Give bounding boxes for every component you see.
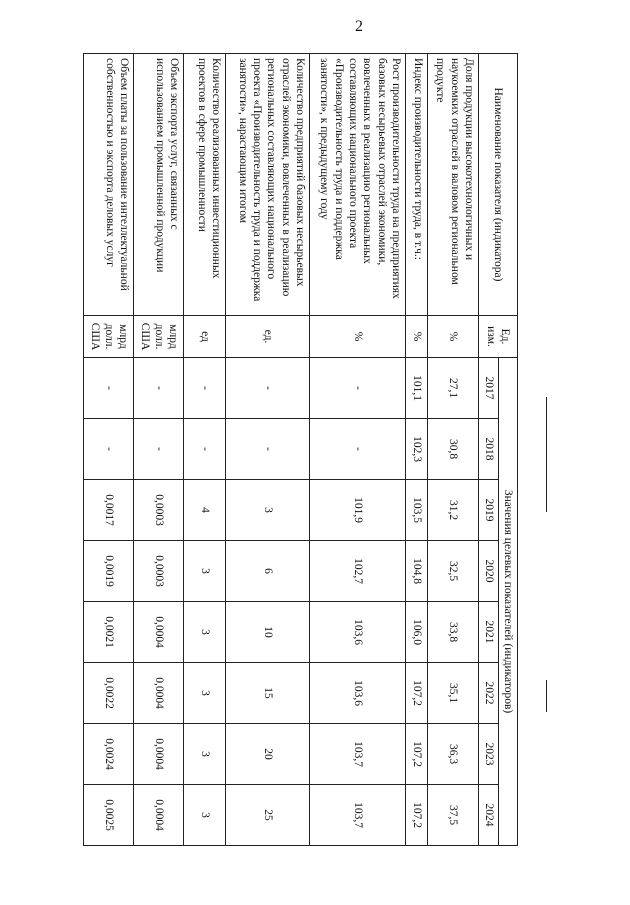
row-value: 106,0 <box>406 602 428 663</box>
row-value: 3 <box>184 541 226 602</box>
row-value: 0,0025 <box>84 785 134 846</box>
row-name: Объем платы за пользование интеллектуальной собственностью и экспорта деловых услуг <box>84 54 134 316</box>
row-value: 103,5 <box>406 480 428 541</box>
row-value: 3 <box>184 724 226 785</box>
row-unit: млрд долл. США <box>134 316 184 358</box>
signature-line <box>546 680 547 712</box>
row-value: 32,5 <box>428 541 479 602</box>
row-value: 0,0021 <box>84 602 134 663</box>
row-value: 0,0024 <box>84 724 134 785</box>
row-value: 0,0022 <box>84 663 134 724</box>
row-value: 0,0019 <box>84 541 134 602</box>
row-value: 25 <box>226 785 310 846</box>
row-value: 0,0017 <box>84 480 134 541</box>
row-value: 107,2 <box>406 785 428 846</box>
row-value: 37,5 <box>428 785 479 846</box>
indicators-table <box>83 53 518 846</box>
header-values-group: Значения целевых показателей (индикаторов) <box>498 358 517 846</box>
row-value: - <box>310 358 406 419</box>
row-value: 103,6 <box>310 602 406 663</box>
row-value: - <box>84 419 134 480</box>
row-value: 15 <box>226 663 310 724</box>
table-row <box>134 54 184 846</box>
row-value: 103,6 <box>310 663 406 724</box>
row-value: - <box>226 358 310 419</box>
row-value: 35,1 <box>428 663 479 724</box>
row-name: Индекс производительности труда, в т.ч.: <box>406 54 428 316</box>
row-value: - <box>84 358 134 419</box>
row-value: 30,8 <box>428 419 479 480</box>
row-value: 0,0004 <box>134 785 184 846</box>
header-year: 2021 <box>479 602 498 663</box>
row-value: - <box>184 419 226 480</box>
header-year: 2017 <box>479 358 498 419</box>
header-year: 2024 <box>479 785 498 846</box>
row-value: - <box>226 419 310 480</box>
row-value: 33,8 <box>428 602 479 663</box>
row-value: 4 <box>184 480 226 541</box>
header-unit: Ед. изм. <box>479 316 518 358</box>
page-number: 2 <box>355 18 363 35</box>
row-value: 0,0003 <box>134 541 184 602</box>
row-name: Объем экспорта услуг, связанных с использованием промышленной продукции <box>134 54 184 316</box>
row-value: 101,9 <box>310 480 406 541</box>
table-row <box>310 54 406 846</box>
header-year: 2023 <box>479 724 498 785</box>
row-value: 102,3 <box>406 419 428 480</box>
row-value: 31,2 <box>428 480 479 541</box>
row-value: 36,3 <box>428 724 479 785</box>
row-value: 3 <box>184 663 226 724</box>
row-unit: % <box>406 316 428 358</box>
row-unit: % <box>310 316 406 358</box>
row-value: 3 <box>184 602 226 663</box>
row-value: 103,7 <box>310 724 406 785</box>
row-value: 20 <box>226 724 310 785</box>
table-row <box>406 54 428 846</box>
header-name: Наименование показателя (индикатора) <box>479 54 518 316</box>
row-unit: ед <box>184 316 226 358</box>
row-value: 102,7 <box>310 541 406 602</box>
header-year: 2022 <box>479 663 498 724</box>
table-row <box>184 54 226 846</box>
row-value: - <box>310 419 406 480</box>
row-value: 3 <box>184 785 226 846</box>
row-value: 104,8 <box>406 541 428 602</box>
row-value: 0,0004 <box>134 602 184 663</box>
row-value: 0,0003 <box>134 480 184 541</box>
row-value: - <box>184 358 226 419</box>
row-name: Количество предприятий базовых несырьевых отраслей экономики, вовлеченных в реализацию региональных составляющих национального проекта «Производительность труда и поддержка занятости», нарастающим итогом <box>226 54 310 316</box>
row-value: 10 <box>226 602 310 663</box>
header-year: 2020 <box>479 541 498 602</box>
row-unit: % <box>428 316 479 358</box>
row-value: 107,2 <box>406 724 428 785</box>
signature-line <box>546 397 547 512</box>
row-value: 3 <box>226 480 310 541</box>
table-row <box>84 54 134 846</box>
header-year: 2018 <box>479 419 498 480</box>
row-value: - <box>134 358 184 419</box>
row-value: 0,0004 <box>134 663 184 724</box>
row-name: Рост производительности труда на предприятиях базовых несырьевых отраслей экономики, вовлеченных в реализацию региональных составляющих национального проекта «Производительность труда и поддержка занятости», к предыдущему году <box>310 54 406 316</box>
row-value: - <box>134 419 184 480</box>
row-value: 107,2 <box>406 663 428 724</box>
row-unit: ед. <box>226 316 310 358</box>
row-value: 101,1 <box>406 358 428 419</box>
row-value: 0,0004 <box>134 724 184 785</box>
row-value: 27,1 <box>428 358 479 419</box>
rotated-table-container <box>88 53 518 845</box>
row-value: 103,7 <box>310 785 406 846</box>
row-value: 6 <box>226 541 310 602</box>
header-year: 2019 <box>479 480 498 541</box>
row-name: Количество реализованных инвестиционных проектов в сфере промышленности <box>184 54 226 316</box>
table-row <box>428 54 479 846</box>
row-unit: млрд долл. США <box>84 316 134 358</box>
table-row <box>226 54 310 846</box>
row-name: Доля продукции высокотехнологичных и наукоемких отраслей в валовом региональном продукте <box>428 54 479 316</box>
